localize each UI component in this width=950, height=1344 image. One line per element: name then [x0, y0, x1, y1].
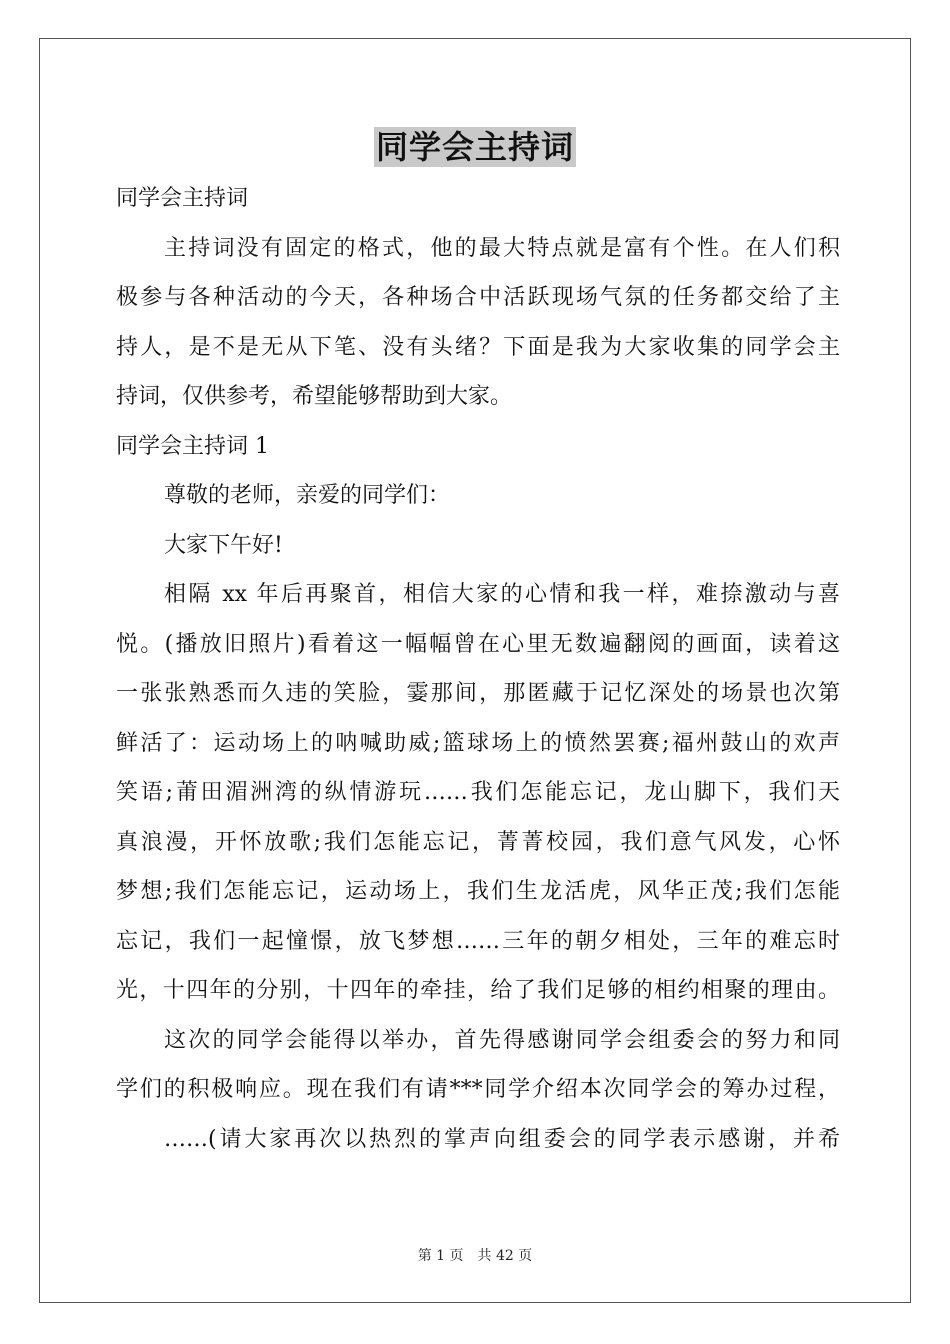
body-line: 一张张熟悉而久违的笑脸，霎那间，那匿藏于记忆深处的场景也次第 — [116, 681, 840, 706]
body-line: 同学会主持词 — [116, 186, 249, 211]
body-line: 忘记，我们一起憧憬，放飞梦想……三年的朝夕相处，三年的难忘时 — [116, 928, 840, 954]
body-line: 笑语;莆田湄洲湾的纵情游玩……我们怎能忘记，龙山脚下，我们天 — [116, 780, 840, 805]
body-line: 大家下午好! — [164, 532, 283, 558]
page-footer: 第 1 页 共 42 页 — [417, 1248, 533, 1264]
body-line: 尊敬的老师，亲爱的同学们： — [164, 483, 451, 508]
document-title: 同学会主持词 — [375, 128, 574, 166]
body-line: 持人，是不是无从下笔、没有头绪？下面是我为大家收集的同学会主 — [116, 334, 840, 360]
body-line: 光，十四年的分别，十四年的牵挂，给了我们足够的相约相聚的理由。 — [116, 978, 840, 1003]
body-line: 悦。(播放旧照片)看着这一幅幅曾在心里无数遍翻阅的画面，读着这 — [116, 631, 840, 657]
title-area — [0, 127, 950, 167]
body-line: 持词，仅供参考，希望能够帮助到大家。 — [116, 384, 513, 409]
body-line: 同学会主持词 1 — [116, 433, 269, 459]
body-line: 主持词没有固定的格式，他的最大特点就是富有个性。在人们积 — [164, 235, 840, 261]
body-line: 梦想;我们怎能忘记，运动场上，我们生龙活虎，风华正茂;我们怎能 — [116, 879, 840, 904]
body-line: 相隔 xx 年后再聚首，相信大家的心情和我一样，难捺激动与喜 — [164, 582, 840, 607]
document-body — [116, 174, 840, 1164]
body-line: ……(请大家再次以热烈的掌声向组委会的同学表示感谢，并希 — [164, 1126, 840, 1152]
body-line: 鲜活了：运动场上的呐喊助威;篮球场上的愤然罢赛;福州鼓山的欢声 — [116, 730, 840, 756]
body-line: 学们的积极响应。现在我们有请***同学介绍本次同学会的筹办过程， — [116, 1077, 840, 1102]
body-line: 真浪漫，开怀放歌;我们怎能忘记，菁菁校园，我们意气风发，心怀 — [116, 829, 840, 855]
body-line: 这次的同学会能得以举办，首先得感谢同学会组委会的努力和同 — [164, 1027, 840, 1053]
body-line: 极参与各种活动的今天，各种场合中活跃现场气氛的任务都交给了主 — [116, 285, 840, 310]
